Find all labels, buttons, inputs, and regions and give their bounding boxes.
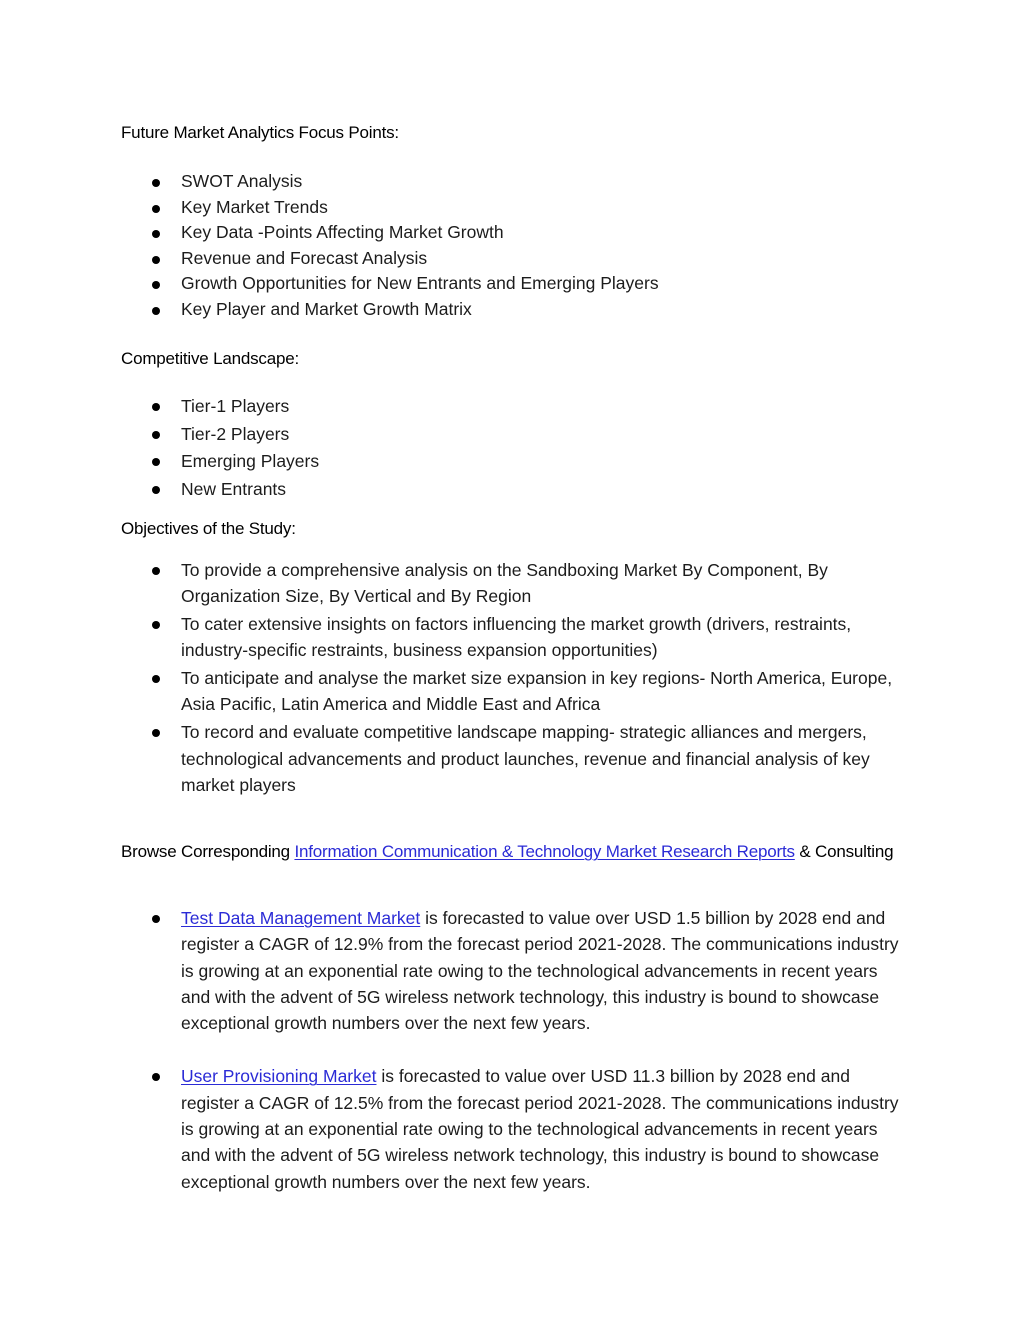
competitive-landscape-heading: Competitive Landscape: — [121, 349, 299, 368]
list-item-text: is forecasted to value over USD 11.3 billion by 2028 end and register a CAGR of 12.5% from the forecast period 2021-2028. The communications industry is growing at an exponential rate owing to the technological advancements in recent years and with the advent of 5G wireless network technology, this industry is bound to showcase exceptional growth numbers over the next few years. — [181, 1066, 899, 1192]
list-item — [0, 169, 1024, 195]
bullet-icon — [152, 281, 160, 289]
bullet-icon — [152, 729, 160, 737]
browse-suffix: & Consulting — [794, 842, 894, 861]
bullet-icon — [152, 205, 160, 213]
bullet-icon — [152, 179, 160, 187]
bullet-icon — [152, 675, 160, 683]
list-item-text: To record and evaluate competitive landscape mapping- strategic alliances and mergers, technological advancements and product launches, revenue and financial analysis of key market players — [181, 722, 870, 795]
list-item — [0, 220, 1024, 246]
list-item — [0, 557, 1024, 610]
bullet-icon — [152, 621, 160, 629]
list-item — [0, 271, 1024, 297]
list-item-text: To anticipate and analyse the market size expansion in key regions- North America, Europe, Asia Pacific, Latin America and Middle East and Africa — [181, 668, 893, 715]
list-item — [0, 665, 1024, 718]
list-item-text: Key Player and Market Growth Matrix — [181, 298, 472, 319]
bullet-icon — [152, 431, 160, 439]
browse-corresponding-paragraph — [121, 839, 901, 866]
list-item — [0, 195, 1024, 221]
list-item — [0, 421, 1024, 449]
list-item-text: To cater extensive insights on factors influencing the market growth (drivers, restraints, industry-specific restraints, business expansion opportunities) — [181, 614, 852, 661]
list-item — [0, 448, 1024, 476]
list-item-text: Emerging Players — [181, 451, 320, 472]
list-item — [0, 611, 1024, 664]
list-item-text: Key Data -Points Affecting Market Growth — [181, 222, 504, 243]
bullet-icon — [152, 915, 160, 923]
user-provisioning-market-link[interactable]: User Provisioning Market — [181, 1066, 377, 1087]
bullet-icon — [152, 1073, 160, 1081]
ict-reports-link[interactable]: Information Communication & Technology Market Research Reports — [294, 842, 795, 861]
list-item-text: Growth Opportunities for New Entrants and Emerging Players — [181, 273, 659, 294]
list-item-text: Revenue and Forecast Analysis — [181, 247, 428, 268]
list-item-text: Tier-2 Players — [181, 423, 290, 444]
list-item — [0, 1063, 1024, 1194]
bullet-icon — [152, 256, 160, 264]
list-item-text: Tier-1 Players — [181, 396, 290, 416]
list-item — [0, 476, 1024, 504]
list-item-text: To provide a comprehensive analysis on the Sandboxing Market By Component, By Organization Size, By Vertical and By Region — [181, 560, 828, 607]
list-item-text: New Entrants — [181, 478, 287, 499]
list-item — [0, 246, 1024, 272]
list-item-text: is forecasted to value over USD 1.5 billion by 2028 end and register a CAGR of 12.9% from the forecast period 2021-2028. The communications industry is growing at an exponential rate owing to the technological advancements in recent years and with the advent of 5G wireless network technology, this industry is bound to showcase exceptional growth numbers over the next few years. — [181, 908, 899, 1034]
bullet-icon — [152, 458, 160, 466]
objectives-heading: Objectives of the Study: — [121, 519, 296, 538]
competitive-landscape-list — [0, 393, 1024, 503]
bullet-icon — [152, 486, 160, 494]
list-item — [0, 393, 1024, 421]
test-data-management-market-link[interactable]: Test Data Management Market — [181, 908, 421, 928]
browse-prefix: Browse Corresponding — [121, 842, 295, 861]
list-item-text: SWOT Analysis — [181, 171, 303, 191]
list-item — [0, 719, 1024, 798]
bullet-icon — [152, 230, 160, 238]
related-reports-list — [0, 905, 1024, 1195]
list-item — [0, 297, 1024, 323]
bullet-icon — [152, 307, 160, 315]
list-item — [0, 905, 1024, 1036]
objectives-list — [0, 557, 1024, 800]
bullet-icon — [152, 403, 160, 411]
bullet-icon — [152, 567, 160, 575]
focus-points-list — [0, 169, 1024, 323]
focus-points-heading: Future Market Analytics Focus Points: — [121, 123, 399, 142]
list-item-text: Key Market Trends — [181, 196, 328, 217]
